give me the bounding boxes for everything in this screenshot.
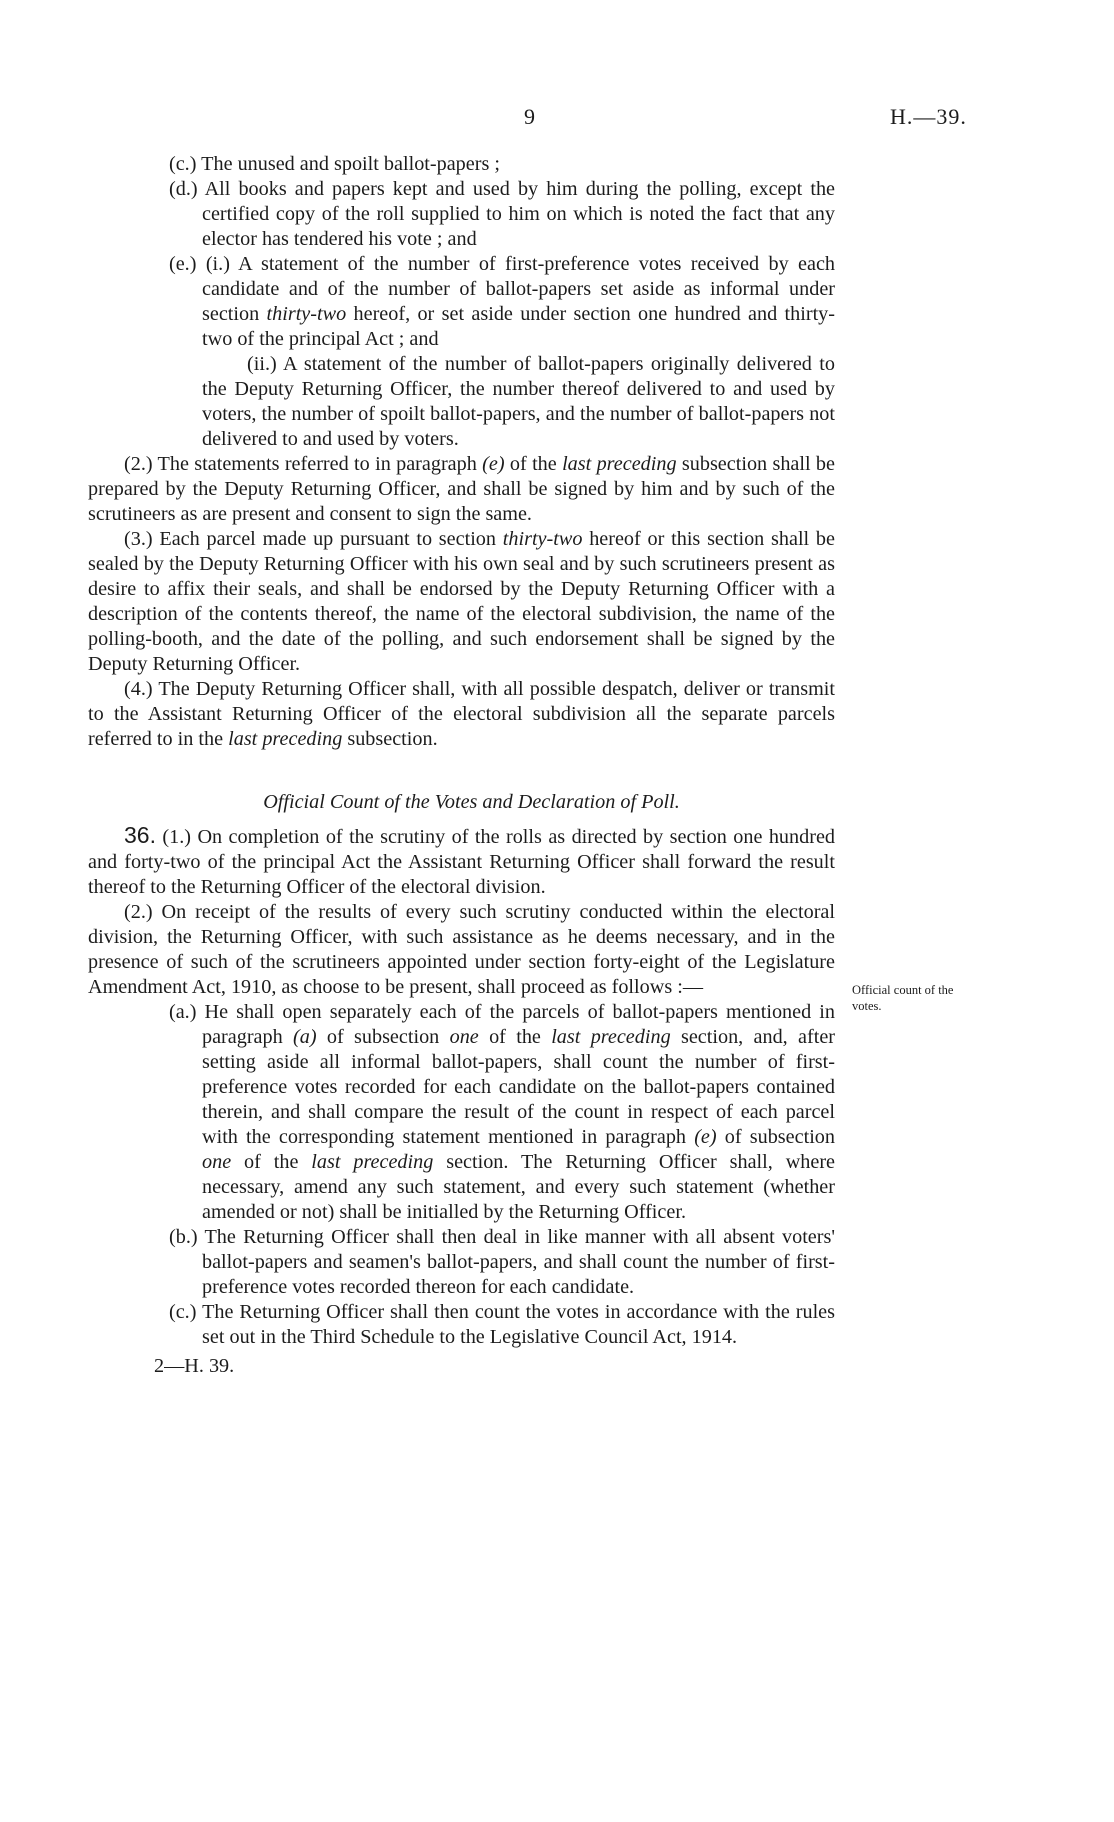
section-36-2: (2.) On receipt of the results of every such scrutiny conducted within the electoral division, the Returning Officer, with such assistance as he deems necessary, and in the presence of such of the scrutineers appointed under section forty-eight of the Legislature Amendment Act, 1910, as choose to be present, shall proceed as follows :— bbox=[88, 901, 835, 998]
text: He shall open separately each of the parcels of ballot-papers mentioned in paragraph bbox=[202, 1001, 835, 1048]
text: The Returning Officer shall then count the votes in accordance with the rules set out in the Third Schedule to the Legislative Council Act, 1914. bbox=[202, 1301, 835, 1348]
clause-text: (i.) A statement of the number of first-preference votes received by each candidate and of the number of ballot-papers set aside as informal under section bbox=[202, 253, 835, 325]
subsection-3 bbox=[88, 527, 835, 677]
page-number: 9 bbox=[524, 104, 535, 129]
text: subsection. bbox=[342, 728, 438, 750]
section-heading: Official Count of the Votes and Declaration of Poll. bbox=[263, 791, 680, 813]
text: section, and, after setting aside all informal ballot-papers, shall count the number of first-preference votes recorded for each candidate on the ballot-papers contained therein, and shall compare the result of the count in respect of each parcel with the corresponding statement mentioned in paragraph bbox=[202, 1026, 836, 1148]
text: of the bbox=[504, 453, 563, 475]
text: section. The Returning Officer shall, where necessary, amend any such statement, and every such statement (whether amended or not) shall be initialled by the Returning Officer. bbox=[202, 1151, 836, 1223]
text: (3.) Each parcel made up pursuant to section bbox=[124, 528, 503, 550]
clause-a bbox=[88, 1000, 835, 1225]
italic: last preceding bbox=[311, 1151, 434, 1173]
clause-text: The unused and spoilt ballot-papers ; bbox=[201, 153, 500, 175]
clause-italic: thirty-two bbox=[266, 303, 347, 325]
text: of subsection bbox=[316, 1026, 450, 1048]
italic: last preceding bbox=[228, 728, 343, 750]
clause-text: All books and papers kept and used by him during the polling, except the certified copy of the roll supplied to him on which is noted the fact that any elector has tendered his vote ; and bbox=[202, 178, 835, 250]
subsection-4 bbox=[88, 677, 835, 752]
margin-note: Official count of the votes. bbox=[852, 983, 954, 1013]
clause-e-i bbox=[88, 252, 835, 352]
clause-b bbox=[88, 1225, 835, 1300]
text: (2.) The statements referred to in paragraph bbox=[124, 453, 483, 475]
italic: (e) bbox=[694, 1126, 717, 1148]
italic: thirty-two bbox=[502, 528, 583, 550]
document-code: H.—39. bbox=[890, 104, 967, 129]
text: (4.) The Deputy Returning Officer shall, with all possible despatch, deliver or transmit to the Assistant Returning Officer of the electoral subdivision all the separate parcels referred to in the bbox=[88, 678, 835, 750]
section-36-1 bbox=[88, 823, 835, 900]
text: of the bbox=[478, 1026, 552, 1048]
text: The Returning Officer shall then deal in like manner with all absent voters' ballot-papers and seamen's ballot-papers, and shall count the number of first-preference votes recorded thereon for each candidate. bbox=[202, 1226, 835, 1298]
clause-label: (c.) bbox=[169, 153, 197, 175]
text: of subsection bbox=[716, 1126, 835, 1148]
clause-label: (d.) bbox=[169, 178, 198, 200]
clause-c bbox=[88, 152, 835, 177]
signature-mark: 2—H. 39. bbox=[154, 1355, 235, 1377]
clause-label: (c.) bbox=[169, 1301, 197, 1323]
document-body bbox=[88, 152, 835, 1379]
italic: one bbox=[202, 1151, 232, 1173]
clause-label: (a.) bbox=[169, 1001, 197, 1023]
italic: one bbox=[449, 1026, 479, 1048]
italic: last preceding bbox=[551, 1026, 671, 1048]
section-number: 36. bbox=[124, 822, 156, 848]
clause-c2 bbox=[88, 1300, 835, 1350]
italic: (e) bbox=[482, 453, 505, 475]
text: (1.) On completion of the scrutiny of the rolls as directed by section one hundred and forty-two of the principal Act the Assistant Returning Officer shall forward the result thereof to the Returning Officer of the electoral division. bbox=[88, 826, 835, 898]
clause-label: (b.) bbox=[169, 1226, 198, 1248]
italic: last preceding bbox=[562, 453, 677, 475]
italic: (a) bbox=[293, 1026, 317, 1048]
text: of the bbox=[231, 1151, 312, 1173]
clause-text: hereof, or set aside under section one hundred and thirty-two of the principal Act ; and bbox=[202, 303, 835, 350]
clause-e-ii: (ii.) A statement of the number of ballot-papers originally delivered to the Deputy Returning Officer, the number thereof delivered to and used by voters, the number of spoilt ballot-papers, and the number of ballot-papers not delivered to and used by voters. bbox=[202, 353, 835, 450]
text: hereof or this section shall be sealed by the Deputy Returning Officer with his own seal and by such scrutineers present as desire to affix their seals, and shall be endorsed by the Deputy Returning Officer with a description of the contents thereof, the name of the electoral subdivision, the name of the polling-booth, and the date of the polling, and such endorsement shall be signed by the Deputy Returning Officer. bbox=[88, 528, 835, 675]
clause-label: (e.) bbox=[169, 253, 197, 275]
text: subsection shall be prepared by the Deputy Returning Officer, and shall be signed by him and by such of the scrutineers as are present and consent to sign the same. bbox=[88, 453, 835, 525]
clause-d bbox=[88, 177, 835, 252]
subsection-2 bbox=[88, 452, 835, 527]
